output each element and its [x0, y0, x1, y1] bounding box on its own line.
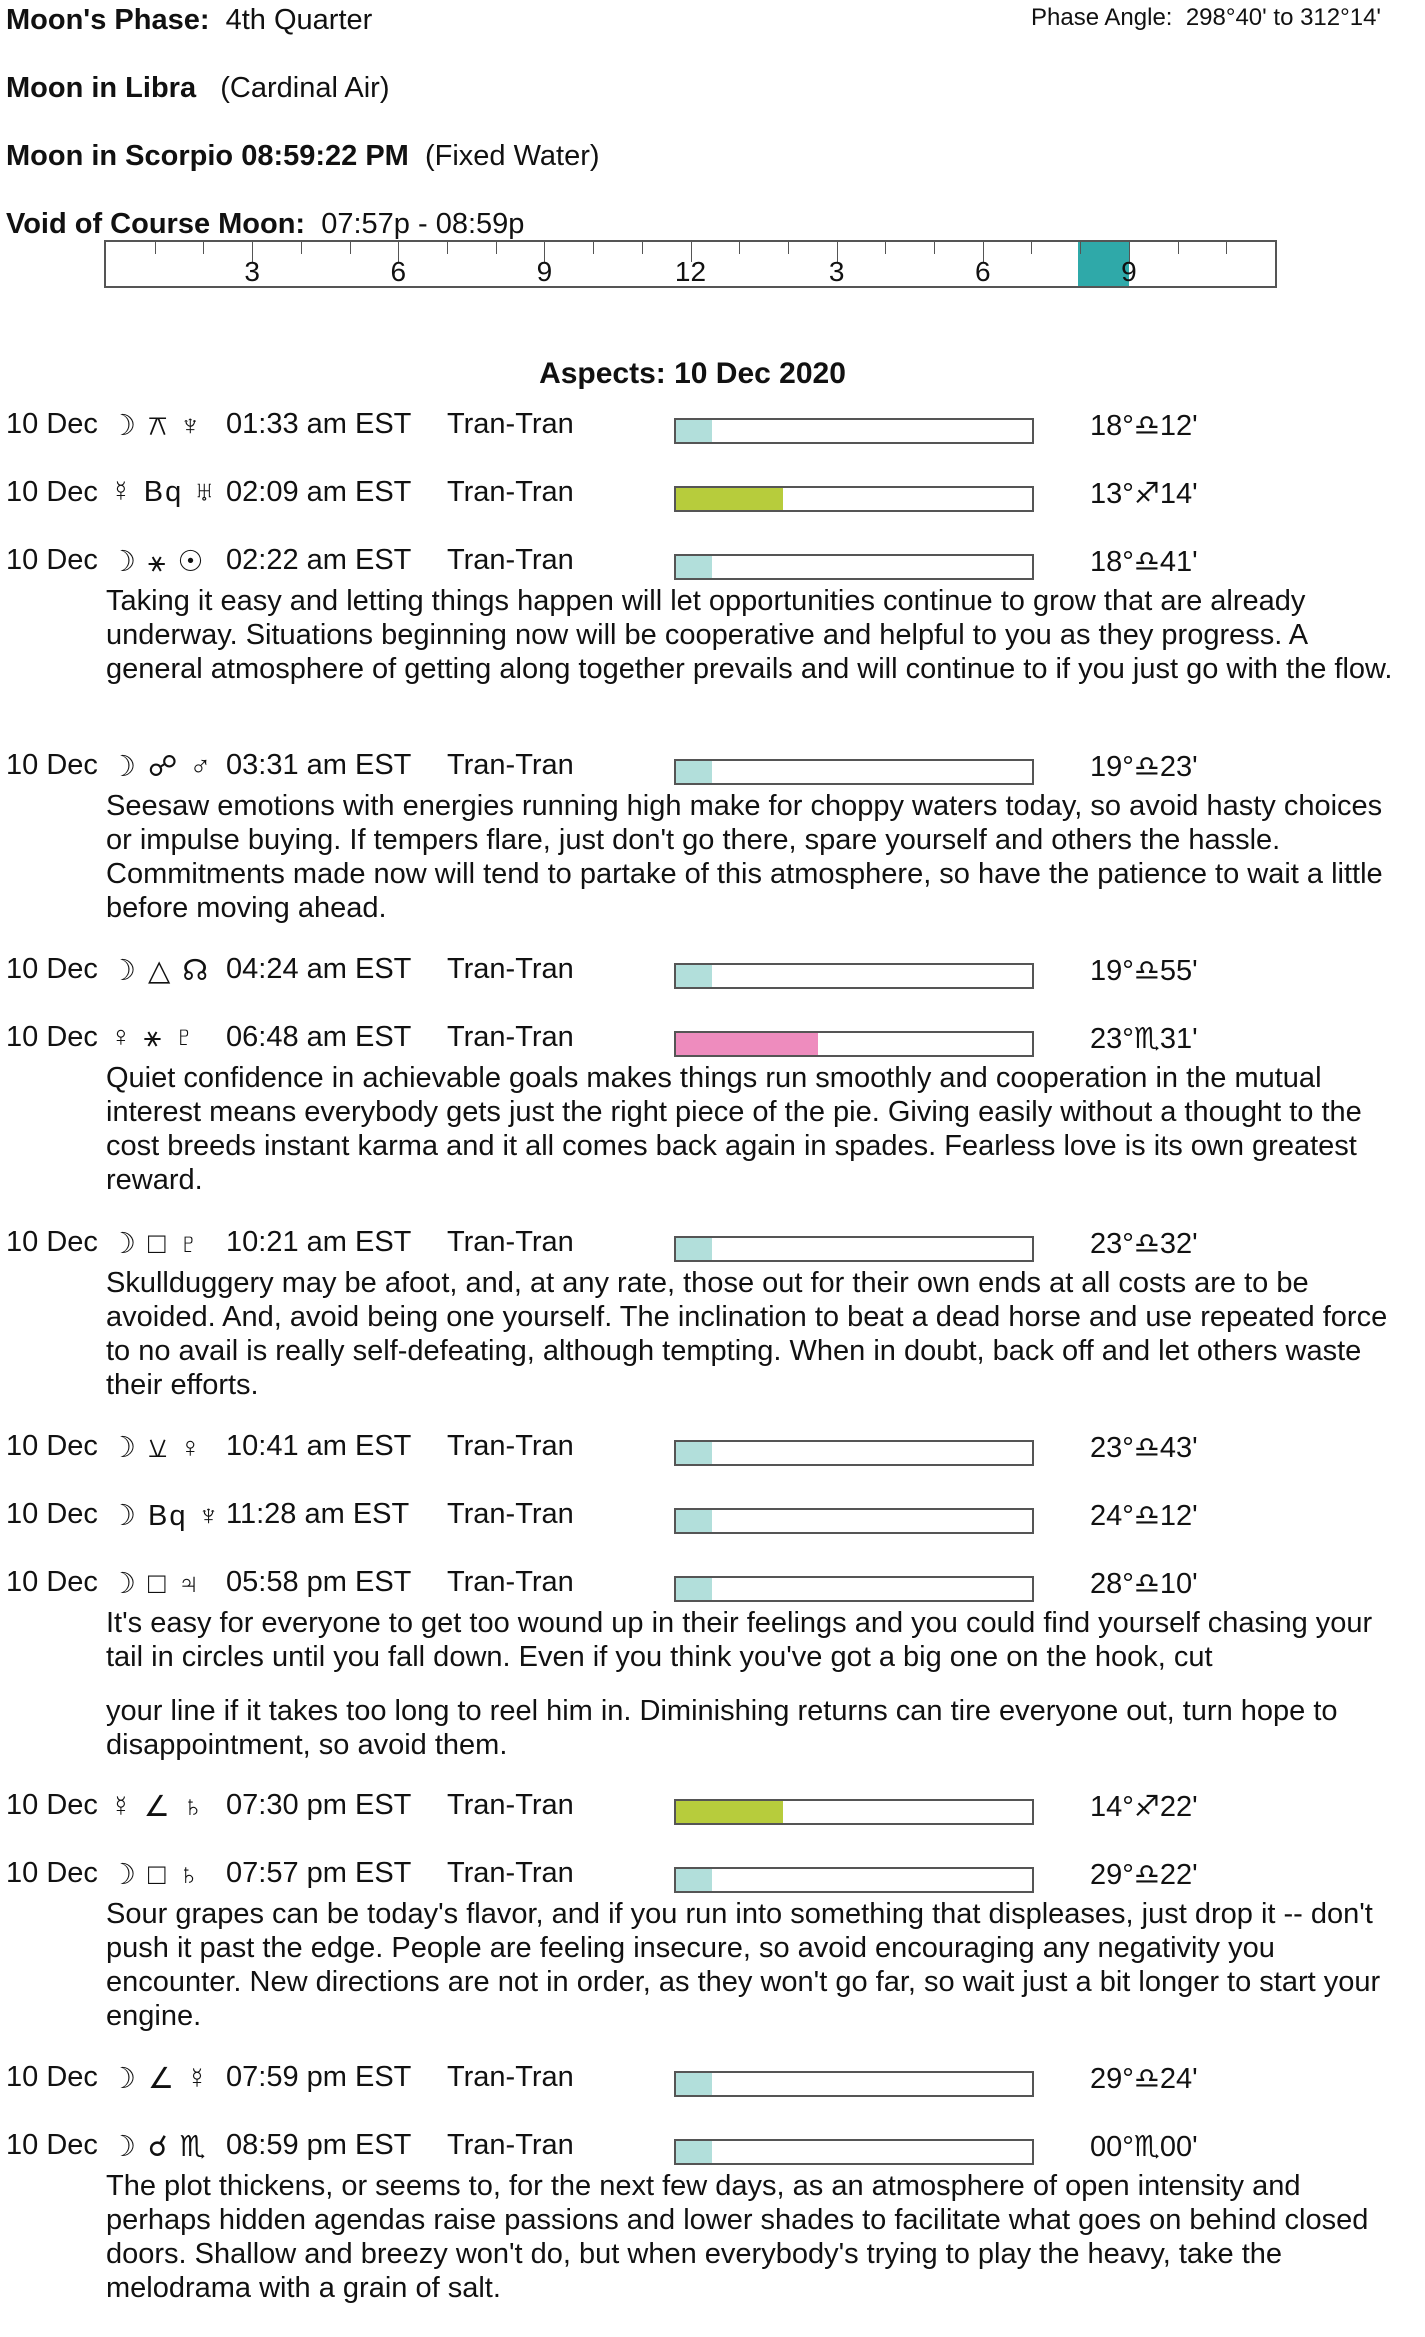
aspect-entry — [0, 1789, 1425, 1829]
aspect-type: Tran-Tran — [447, 953, 574, 985]
aspect-degree: 23°♎32' — [1090, 1228, 1198, 1260]
moon-sign-label: Moon in Libra — [6, 72, 197, 104]
aspect-strength-fill — [676, 761, 712, 783]
aspect-strength-bar — [674, 2071, 1034, 2097]
timeline-tick — [350, 242, 351, 254]
aspect-time: 04:24 am EST — [226, 953, 412, 985]
aspect-degree: 18°♎12' — [1090, 410, 1198, 442]
aspect-time: 07:59 pm EST — [226, 2061, 412, 2093]
aspect-entry — [0, 544, 1425, 686]
phase-angle — [1031, 4, 1381, 32]
aspect-time: 11:28 am EST — [226, 1498, 410, 1530]
aspect-row — [0, 1021, 1425, 1061]
timeline-tick — [788, 242, 789, 254]
aspect-type: Tran-Tran — [447, 1498, 574, 1530]
timeline-tick — [885, 242, 886, 254]
aspect-entry — [0, 1226, 1425, 1402]
aspect-time: 01:33 am EST — [226, 408, 412, 440]
aspect-type: Tran-Tran — [447, 1857, 574, 1889]
aspect-row — [0, 476, 1425, 516]
aspect-row — [0, 408, 1425, 448]
aspect-time: 03:31 am EST — [226, 749, 412, 781]
timeline-label: 6 — [390, 256, 407, 287]
aspect-strength-fill — [676, 1238, 712, 1260]
timeline-label: 3 — [244, 256, 260, 287]
aspect-degree: 13°♐14' — [1090, 478, 1198, 510]
aspect-row — [0, 1566, 1425, 1606]
aspect-date: 10 Dec — [6, 408, 98, 440]
aspect-row — [0, 1430, 1425, 1470]
aspect-time: 02:09 am EST — [226, 476, 412, 508]
moon-phase-value: 4th Quarter — [225, 4, 373, 36]
aspect-description-paragraph: Taking it easy and letting things happen will let opportunities continue to grow that are already underway. Situations beginning now will be cooperative and helpful to you as they progress. A general atmosphere of getting along together prevails and will continue to if you just go with the flow. — [106, 585, 1393, 685]
timeline-tick — [934, 242, 935, 254]
aspect-degree: 14°♐22' — [1090, 1791, 1198, 1823]
timeline-tick — [203, 242, 204, 254]
aspect-degree: 19°♎23' — [1090, 751, 1198, 783]
aspect-description — [106, 1266, 1396, 1402]
aspect-entry — [0, 1857, 1425, 2033]
timeline-tick — [1226, 242, 1227, 254]
aspect-type: Tran-Tran — [447, 1021, 574, 1053]
aspect-symbols: ☽ △ ☊ — [110, 955, 211, 987]
aspect-strength-fill — [676, 1801, 783, 1823]
aspect-date: 10 Dec — [6, 1789, 98, 1821]
aspect-row — [0, 953, 1425, 993]
aspect-date: 10 Dec — [6, 1226, 98, 1258]
phase-angle-value: 298°40' to 312°14' — [1185, 4, 1381, 31]
aspect-date: 10 Dec — [6, 1430, 98, 1462]
aspect-type: Tran-Tran — [447, 544, 574, 576]
moon-ingress-line — [6, 140, 600, 173]
aspect-description-paragraph: Seesaw emotions with energies running high make for choppy waters today, so avoid hasty choices or impulse buying. If tempers flare, just don't go there, spare yourself and others the hassle. Commitments made now will tend to partake of this atmosphere, so have the patience to wait a little before moving ahead. — [106, 790, 1383, 924]
aspect-strength-bar — [674, 418, 1034, 444]
timeline-tick — [739, 242, 740, 254]
aspect-row — [0, 2129, 1425, 2169]
timeline-tick — [593, 242, 594, 254]
aspect-degree: 18°♎41' — [1090, 546, 1198, 578]
moon-sign-value: (Cardinal Air) — [220, 72, 390, 104]
aspect-entry — [0, 1021, 1425, 1197]
void-of-course-value: 07:57p - 08:59p — [321, 208, 525, 240]
aspect-degree: 00°♏00' — [1090, 2131, 1198, 2163]
aspect-strength-bar — [674, 1236, 1034, 1262]
moon-sign-line — [6, 72, 389, 105]
aspect-entry — [0, 2061, 1425, 2101]
aspect-description — [106, 2169, 1396, 2305]
aspect-date: 10 Dec — [6, 1498, 98, 1530]
timeline-label: 9 — [1121, 256, 1137, 287]
timeline-tick — [496, 242, 497, 254]
aspect-degree: 19°♎55' — [1090, 955, 1198, 987]
aspect-symbols: ☽ ⚺ ♀ — [110, 1432, 204, 1464]
aspect-symbols: ☽ ☌ ♏ — [110, 2131, 208, 2163]
aspect-strength-fill — [676, 2141, 712, 2163]
aspect-description — [106, 1606, 1396, 1762]
aspect-strength-bar — [674, 963, 1034, 989]
aspect-entry — [0, 476, 1425, 516]
aspect-date: 10 Dec — [6, 1857, 98, 1889]
aspect-date: 10 Dec — [6, 1566, 98, 1598]
aspect-strength-fill — [676, 1510, 712, 1532]
aspect-description — [106, 1061, 1396, 1197]
aspect-date: 10 Dec — [6, 544, 98, 576]
aspect-symbols: ☽ ∠ ☿ — [110, 2063, 210, 2095]
aspect-degree: 23°♏31' — [1090, 1023, 1198, 1055]
timeline-tick — [447, 242, 448, 254]
aspect-type: Tran-Tran — [447, 2129, 574, 2161]
aspect-symbols: ☿ Bq ♅ — [110, 476, 218, 508]
aspect-row — [0, 1498, 1425, 1538]
aspect-description — [106, 789, 1396, 925]
aspect-row — [0, 1789, 1425, 1829]
aspect-strength-fill — [676, 556, 712, 578]
aspect-type: Tran-Tran — [447, 408, 574, 440]
aspect-description-paragraph: Quiet confidence in achievable goals makes things run smoothly and cooperation in the mutual interest means everybody gets just the right piece of the pie. Giving easily without a thought to the cost breeds instant karma and it all comes back again in spades. Fearless love is its own greatest reward. — [106, 1062, 1362, 1196]
aspect-entry — [0, 1498, 1425, 1538]
aspect-row — [0, 1226, 1425, 1266]
aspect-symbols: ☽ Bq ♆ — [110, 1500, 222, 1532]
aspect-type: Tran-Tran — [447, 1430, 574, 1462]
aspect-symbols: ☽ □ ♇ — [110, 1228, 202, 1260]
aspect-type: Tran-Tran — [447, 1566, 574, 1598]
aspect-strength-fill — [676, 488, 783, 510]
timeline-label: 9 — [536, 256, 553, 287]
aspect-strength-bar — [674, 1576, 1034, 1602]
aspect-strength-fill — [676, 2073, 712, 2095]
void-of-course-line — [6, 208, 524, 241]
aspect-date: 10 Dec — [6, 749, 98, 781]
aspect-type: Tran-Tran — [447, 749, 574, 781]
aspect-row — [0, 2061, 1425, 2101]
moon-phase-label: Moon's Phase: — [6, 4, 210, 36]
aspect-entry — [0, 1430, 1425, 1470]
aspect-entry — [0, 1566, 1425, 1762]
aspect-degree: 29°♎24' — [1090, 2063, 1198, 2095]
aspect-strength-bar — [674, 759, 1034, 785]
aspect-degree: 24°♎12' — [1090, 1500, 1198, 1532]
aspect-strength-bar — [674, 1508, 1034, 1534]
aspect-time: 07:57 pm EST — [226, 1857, 412, 1889]
aspect-symbols: ♀ ⚹ ♇ — [110, 1021, 198, 1053]
aspect-entry — [0, 408, 1425, 448]
timeline-label: 3 — [828, 256, 845, 287]
aspect-entry — [0, 749, 1425, 925]
aspect-degree: 29°♎22' — [1090, 1859, 1198, 1891]
timeline-label: 12 — [674, 256, 707, 287]
aspect-symbols: ☽ □ ♄ — [110, 1859, 202, 1891]
timeline-tick — [155, 242, 156, 254]
aspect-strength-fill — [676, 420, 712, 442]
aspect-strength-fill — [676, 1442, 712, 1464]
aspect-strength-bar — [674, 1440, 1034, 1466]
aspect-time: 06:48 am EST — [226, 1021, 412, 1053]
aspect-description-paragraph: Sour grapes can be today's flavor, and if you run into something that displeases, just drop it -- don't push it past the edge. People are feeling insecure, so avoid encouraging any negativity you encounter. New directions are not in order, as they won't go far, so wait just a bit longer to start your engine. — [106, 1898, 1381, 2032]
aspect-time: 08:59 pm EST — [226, 2129, 412, 2161]
void-of-course-label: Void of Course Moon: — [6, 208, 306, 240]
aspect-strength-bar — [674, 2139, 1034, 2165]
aspect-row — [0, 749, 1425, 789]
aspect-strength-bar — [674, 1867, 1034, 1893]
aspect-description-paragraph: The plot thickens, or seems to, for the next few days, as an atmosphere of open intensity and perhaps hidden agendas raise passions and lower shades to facilitate what goes on behind closed doors. Shallow and breezy won't do, but when everybody's trying to play the heavy, take the melodrama with a grain of salt. — [106, 2170, 1369, 2304]
aspect-date: 10 Dec — [6, 476, 98, 508]
aspect-strength-fill — [676, 1033, 818, 1055]
timeline-label: 6 — [974, 256, 991, 287]
phase-angle-label: Phase Angle: — [1031, 4, 1173, 31]
aspect-strength-bar — [674, 1031, 1034, 1057]
aspect-type: Tran-Tran — [447, 1789, 574, 1821]
moon-ingress-value: (Fixed Water) — [424, 140, 600, 172]
timeline-tick — [1178, 242, 1179, 254]
aspect-symbols: ☿ ∠ ♄ — [110, 1791, 206, 1823]
aspect-description — [106, 584, 1396, 686]
aspect-time: 10:21 am EST — [226, 1226, 412, 1258]
aspect-strength-bar — [674, 486, 1034, 512]
aspect-description-paragraph: It's easy for everyone to get too wound up in their feelings and you could find yourself chasing your tail in circles until you fall down. Even if you think you've got a big one on the hook, cut — [106, 1607, 1373, 1673]
aspect-time: 02:22 am EST — [226, 544, 412, 576]
aspect-strength-bar — [674, 1799, 1034, 1825]
aspect-time: 10:41 am EST — [226, 1430, 412, 1462]
aspect-symbols: ☽ □ ♃ — [110, 1568, 202, 1600]
aspect-type: Tran-Tran — [447, 2061, 574, 2093]
aspect-type: Tran-Tran — [447, 476, 574, 508]
aspect-description-paragraph: your line if it takes too long to reel him in. Diminishing returns can tire everyone out, turn hope to disappointment, so avoid them. — [106, 1695, 1338, 1761]
aspect-symbols: ☽ ⚹ ☉ — [110, 546, 206, 578]
timeline-tick — [1080, 242, 1081, 254]
aspect-description-paragraph: Skullduggery may be afoot, and, at any rate, those out for their own ends at all costs are to be avoided. And, avoid being one yourself. The inclination to beat a dead horse and use repeated force to no avail is really self-defeating, although tempting. When in doubt, back off and let others waste their efforts. — [106, 1267, 1388, 1401]
aspect-degree: 28°♎10' — [1090, 1568, 1198, 1600]
moon-phase-line — [6, 4, 372, 37]
moon-ingress-label: Moon in Scorpio 08:59:22 PM — [6, 140, 409, 172]
void-of-course-timeline — [104, 240, 1277, 288]
aspect-entry — [0, 953, 1425, 993]
aspect-date: 10 Dec — [6, 953, 98, 985]
aspect-strength-fill — [676, 1578, 712, 1600]
aspect-date: 10 Dec — [6, 2061, 98, 2093]
aspect-date: 10 Dec — [6, 2129, 98, 2161]
aspect-strength-bar — [674, 554, 1034, 580]
aspect-time: 07:30 pm EST — [226, 1789, 412, 1821]
aspects-title: Aspects: 10 Dec 2020 — [539, 357, 846, 390]
aspect-symbols: ☽ ⚻ ♆ — [110, 410, 204, 442]
aspect-strength-fill — [676, 1869, 712, 1891]
aspect-row — [0, 1857, 1425, 1897]
timeline-tick — [1031, 242, 1032, 254]
aspect-date: 10 Dec — [6, 1021, 98, 1053]
aspect-row — [0, 544, 1425, 584]
aspect-symbols: ☽ ☍ ♂ — [110, 751, 214, 783]
timeline-tick — [301, 242, 302, 254]
aspect-strength-fill — [676, 965, 712, 987]
aspect-description — [106, 1897, 1396, 2033]
aspect-time: 05:58 pm EST — [226, 1566, 412, 1598]
aspect-type: Tran-Tran — [447, 1226, 574, 1258]
aspect-degree: 23°♎43' — [1090, 1432, 1198, 1464]
aspect-entry — [0, 2129, 1425, 2305]
timeline-tick — [642, 242, 643, 254]
